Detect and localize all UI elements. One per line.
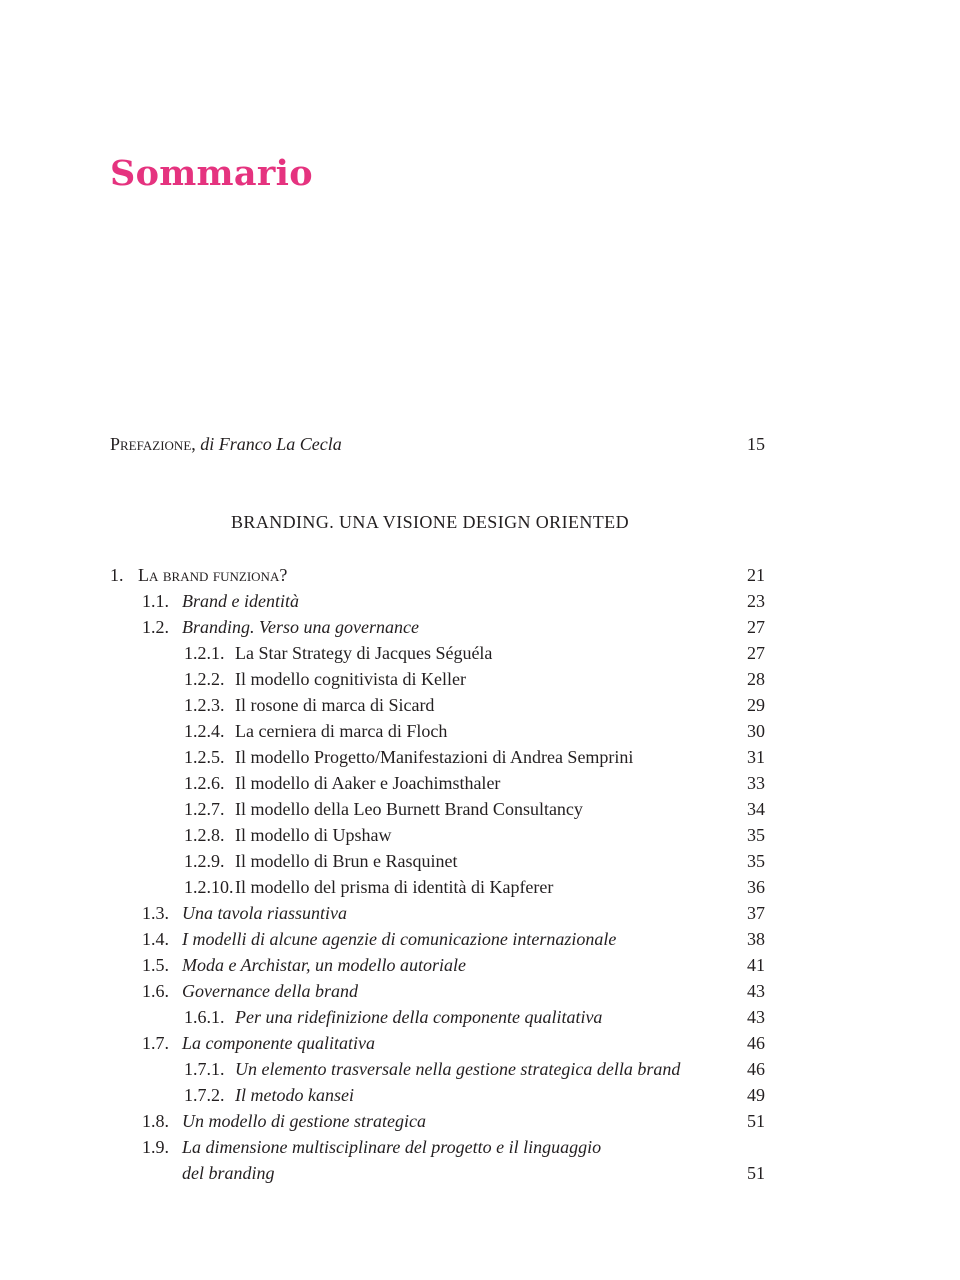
- toc-entry-page-number: 37: [747, 903, 765, 923]
- toc-entry-page-number: 34: [747, 799, 765, 819]
- toc-entry[interactable]: [110, 1109, 765, 1133]
- toc-entry[interactable]: [110, 1135, 765, 1159]
- toc-entry-title: Per una ridefinizione della componente qualitativa: [235, 1007, 603, 1027]
- toc-entry-page-number: 51: [747, 1163, 765, 1183]
- toc-entry-page-number: 31: [747, 747, 765, 767]
- toc-entry-number: 1.3.: [142, 903, 169, 923]
- toc-entry-page-number: 51: [747, 1111, 765, 1131]
- toc-entry-number: 1.2.: [142, 617, 169, 637]
- toc-entry-page-number: 29: [747, 695, 765, 715]
- toc-entry[interactable]: [110, 771, 765, 795]
- toc-entry[interactable]: [110, 667, 765, 691]
- toc-entry[interactable]: [110, 615, 765, 639]
- toc-entry-title: La componente qualitativa: [182, 1033, 375, 1053]
- toc-entry-title: Il modello della Leo Burnett Brand Consultancy: [235, 799, 583, 819]
- toc-entry-number: 1.2.4.: [184, 721, 225, 741]
- toc-entry-number: 1.2.7.: [184, 799, 225, 819]
- toc-entry[interactable]: [110, 797, 765, 821]
- toc-entry[interactable]: [110, 1031, 765, 1055]
- toc-entry-number: 1.9.: [142, 1137, 169, 1157]
- toc-entry[interactable]: [110, 849, 765, 873]
- toc-entry-title: La cerniera di marca di Floch: [235, 721, 448, 741]
- toc-entry-number: 1.2.9.: [184, 851, 225, 871]
- preface-page-number: 15: [747, 434, 765, 454]
- toc-entry-number: 1.7.1.: [184, 1059, 225, 1079]
- toc-entry-title: Una tavola riassuntiva: [182, 903, 347, 923]
- toc-entry[interactable]: [110, 641, 765, 665]
- toc-entry-page-number: 35: [747, 851, 765, 871]
- toc-entry-page-number: 43: [747, 981, 765, 1001]
- toc-entry-title: Branding. Verso una governance: [182, 617, 419, 637]
- toc-entry-page-number: 28: [747, 669, 765, 689]
- toc-entry-title: del branding: [182, 1163, 275, 1183]
- toc-entry-number: 1.6.1.: [184, 1007, 225, 1027]
- toc-entry-number: 1.8.: [142, 1111, 169, 1131]
- toc-entry-page-number: 49: [747, 1085, 765, 1105]
- toc-entry-page-number: 36: [747, 877, 765, 897]
- toc-entry-title: La Star Strategy di Jacques Séguéla: [235, 643, 493, 663]
- toc-entry-title: Il modello cognitivista di Keller: [235, 669, 466, 689]
- toc-entry[interactable]: [110, 979, 765, 1003]
- toc-entry-title: Il modello Progetto/Manifestazioni di Andrea Semprini: [235, 747, 634, 767]
- toc-entry-number: 1.2.8.: [184, 825, 225, 845]
- toc-entry-page-number: 46: [747, 1033, 765, 1053]
- toc-entry-title: Il modello di Brun e Rasquinet: [235, 851, 458, 871]
- toc-entry-page-number: 46: [747, 1059, 765, 1079]
- toc-entry-number: 1.5.: [142, 955, 169, 975]
- part-heading: BRANDING. UNA VISIONE DESIGN ORIENTED: [231, 512, 629, 532]
- toc-entry-page-number: 43: [747, 1007, 765, 1027]
- toc-entry-page-number: 30: [747, 721, 765, 741]
- toc-entry-number: 1.2.5.: [184, 747, 225, 767]
- toc-entry-page-number: 21: [747, 565, 765, 585]
- toc-entry-number: 1.2.10.: [184, 877, 234, 897]
- toc-entry-page-number: 27: [747, 617, 765, 637]
- toc-entry-title: Un modello di gestione strategica: [182, 1111, 426, 1131]
- toc-entry[interactable]: [110, 1161, 765, 1185]
- toc-entry[interactable]: [110, 563, 765, 587]
- toc-entry[interactable]: [110, 693, 765, 717]
- preface-label: Prefazione,: [110, 434, 196, 454]
- toc-entry-title: Brand e identità: [182, 591, 299, 611]
- toc-entry-title: Moda e Archistar, un modello autoriale: [182, 955, 466, 975]
- preface-author: di Franco La Cecla: [200, 434, 342, 454]
- toc-entry-number: 1.1.: [142, 591, 169, 611]
- toc-entry-title: Il modello di Aaker e Joachimsthaler: [235, 773, 501, 793]
- toc-entry-number: 1.6.: [142, 981, 169, 1001]
- toc-entry-title: I modelli di alcune agenzie di comunicazione internazionale: [182, 929, 617, 949]
- toc-entry[interactable]: [110, 1057, 765, 1081]
- toc-entry-number: 1.2.3.: [184, 695, 225, 715]
- toc-entry[interactable]: [110, 823, 765, 847]
- toc-entry-number: 1.7.: [142, 1033, 169, 1053]
- toc-entry-title: Il rosone di marca di Sicard: [235, 695, 435, 715]
- toc-entry[interactable]: [110, 719, 765, 743]
- toc-entry-page-number: 35: [747, 825, 765, 845]
- toc-entry-page-number: 38: [747, 929, 765, 949]
- toc-entry-preface[interactable]: [110, 432, 765, 456]
- toc-entry-number: 1.7.2.: [184, 1085, 225, 1105]
- toc-entry[interactable]: [110, 589, 765, 613]
- toc-entry-page-number: 23: [747, 591, 765, 611]
- toc-entry-page-number: 41: [747, 955, 765, 975]
- toc-entry[interactable]: [110, 1005, 765, 1029]
- toc-entry[interactable]: [110, 953, 765, 977]
- toc-entry-title: Il modello del prisma di identità di Kapferer: [235, 877, 554, 897]
- toc-entry-page-number: 27: [747, 643, 765, 663]
- toc-entry[interactable]: [110, 901, 765, 925]
- toc-entry-number: 1.2.6.: [184, 773, 225, 793]
- toc-entry-title: Governance della brand: [182, 981, 358, 1001]
- toc-entry-number: 1.4.: [142, 929, 169, 949]
- toc-entry-page-number: 33: [747, 773, 765, 793]
- toc-entry[interactable]: [110, 927, 765, 951]
- toc-entry-title: La brand funziona?: [138, 565, 288, 585]
- toc-entry-title: La dimensione multisciplinare del progetto e il linguaggio: [182, 1137, 602, 1157]
- toc-entry-number: 1.2.2.: [184, 669, 225, 689]
- toc-entry-title: Il metodo kansei: [235, 1085, 354, 1105]
- page-title: Sommario: [110, 153, 313, 194]
- toc-entry-number: 1.: [110, 565, 124, 585]
- toc-entry-number: 1.2.1.: [184, 643, 225, 663]
- toc-entry[interactable]: [110, 875, 765, 899]
- toc-entry[interactable]: [110, 1083, 765, 1107]
- toc-entry-title: Un elemento trasversale nella gestione strategica della brand: [235, 1059, 681, 1079]
- toc-entry[interactable]: [110, 745, 765, 769]
- toc-entry-title: Il modello di Upshaw: [235, 825, 392, 845]
